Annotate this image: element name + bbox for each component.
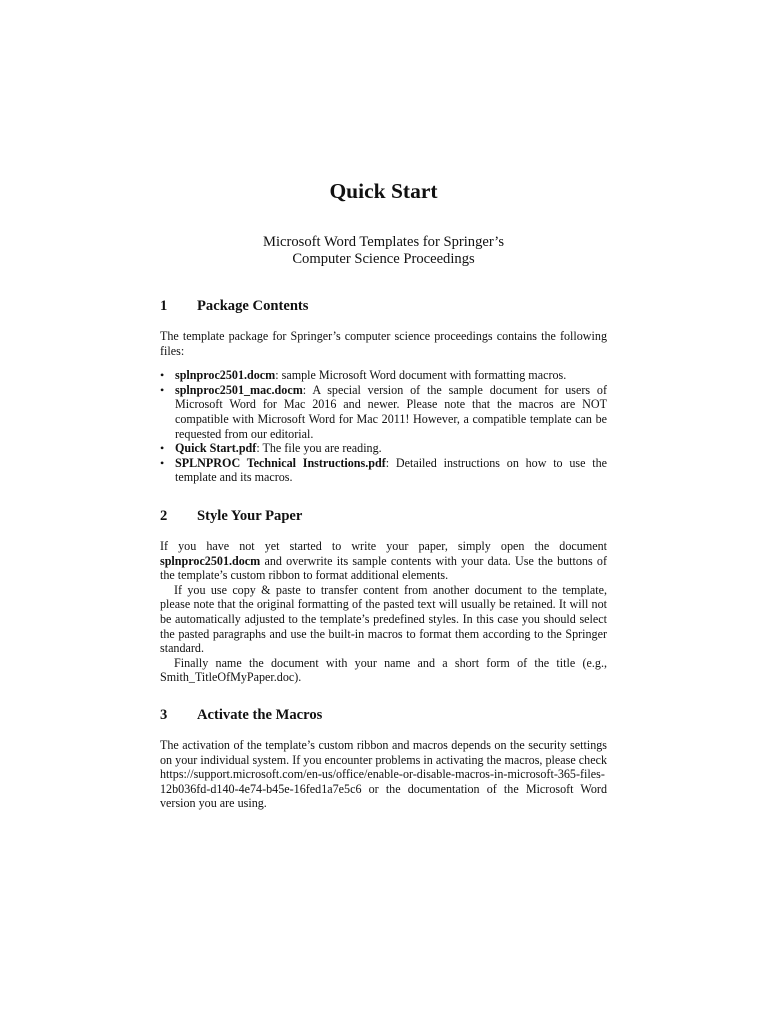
file-description: : Detailed instructions on how to use the template and its macros. xyxy=(175,455,608,485)
section-style-your-paper xyxy=(160,506,607,685)
file-name: splnproc2501_mac.docm xyxy=(175,382,303,397)
section-heading xyxy=(160,506,607,526)
section-heading xyxy=(160,296,607,316)
section-title: Style Your Paper xyxy=(197,508,303,524)
list-item xyxy=(160,456,607,485)
file-list xyxy=(160,368,607,485)
document-subtitle xyxy=(160,234,607,268)
file-description: : sample Microsoft Word document with formatting macros. xyxy=(275,368,567,383)
subtitle-line-2: Computer Science Proceedings xyxy=(292,251,475,267)
paragraph: If you use copy & paste to transfer content from another document to the template, please note that the original formatting of the pasted text will usually be retained. It will not be automatically adjusted to the template’s predefined styles. In this case you should select the pasted paragraphs and use the built-in macros to format them according to the Springer standard. xyxy=(160,582,607,656)
paragraph: Finally name the document with your name and a short form of the title (e.g., Smith_TitleOfMyPaper.doc). xyxy=(160,655,607,685)
file-name: splnproc2501.docm xyxy=(175,368,276,383)
file-name: Quick Start.pdf xyxy=(175,441,257,456)
section-number: 1 xyxy=(160,298,168,314)
list-item xyxy=(160,441,607,456)
section-title: Activate the Macros xyxy=(197,707,323,723)
list-item xyxy=(160,368,607,383)
file-description: : The file you are reading. xyxy=(256,441,382,456)
section-number: 3 xyxy=(160,707,168,723)
paragraph-text: and overwrite its sample contents with your data. Use the buttons of the template’s custom ribbon to format additional elements. xyxy=(160,553,607,583)
subtitle-line-1: Microsoft Word Templates for Springer’s xyxy=(263,234,504,250)
section-intro: The template package for Springer’s computer science proceedings contains the following files: xyxy=(160,329,607,358)
section-heading xyxy=(160,705,607,725)
section-activate-macros xyxy=(160,705,607,811)
section-number: 2 xyxy=(160,508,168,524)
section-title: Package Contents xyxy=(197,298,309,314)
list-item xyxy=(160,383,607,441)
file-description: : A special version of the sample document for users of Microsoft Word for Mac 2016 and newer. Please note that the macros are NOT compatible with Microsoft Word for Mac 2011! However, a compatible template can be requested from our editorial. xyxy=(175,382,607,441)
paragraph xyxy=(160,539,607,583)
file-name: SPLNPROC Technical Instructions.pdf xyxy=(175,455,386,470)
file-name: splnproc2501.docm xyxy=(160,553,261,568)
paragraph: The activation of the template’s custom ribbon and macros depends on the security settings on your individual system. If you encounter problems in activating the macros, please check https://support.microsoft.com/en-us/office/enable-or-disable-macros-in-microsoft-365-files-12b036fd-d140-4e74-b45e-16fed1a7e5c6 or the documentation of the Microsoft Word version you are using. xyxy=(160,738,607,811)
document-title: Quick Start xyxy=(329,179,438,203)
section-package-contents xyxy=(160,296,607,485)
paragraph-text: If you have not yet started to write your paper, simply open the document xyxy=(160,539,607,553)
